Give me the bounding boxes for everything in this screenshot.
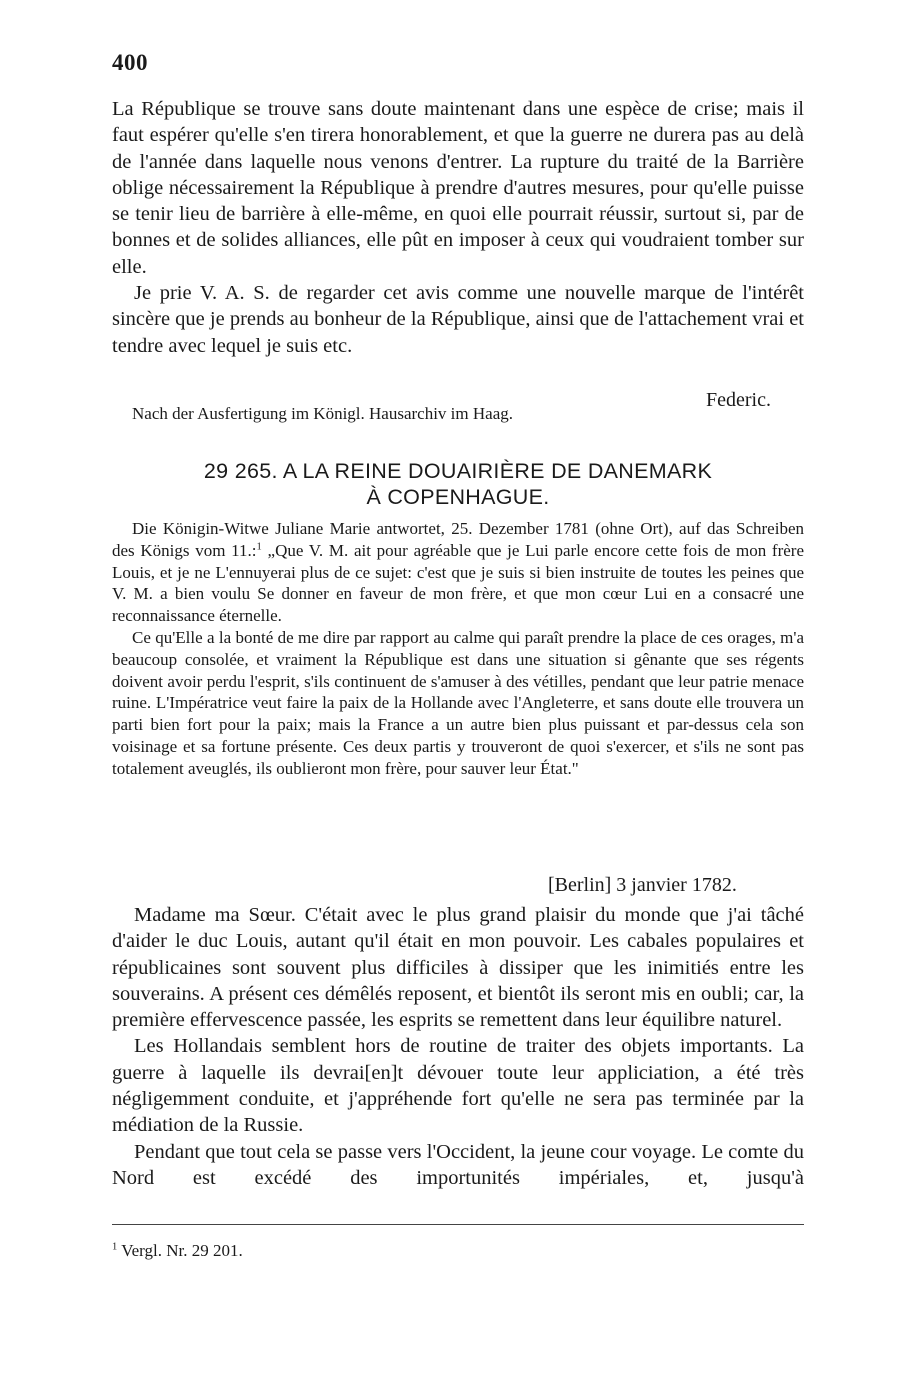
preface-paragraph [112, 518, 804, 627]
place-date: [Berlin] 3 janvier 1782. [548, 874, 737, 896]
intro-paragraph: Je prie V. A. S. de regarder cet avis comme une nouvelle marque de l'intérêt sincère que je prends au bonheur de la République, ainsi que de l'attachement vrai et tendre avec lequel je suis etc. [112, 282, 804, 357]
signature: Federic. [706, 389, 771, 411]
source-note: Nach der Ausfertigung im Königl. Hausarchiv im Haag. [132, 404, 513, 423]
letter-preface [112, 518, 804, 780]
intro-paragraph: La République se trouve sans doute maintenant dans une espèce de crise; mais il faut espérer qu'elle s'en tirera honorablement, et que la guerre ne durera pas au delà de l'année dans laquelle nous venons d'entrer. La rupture du traité de la Barrière oblige nécessairement la République à prendre d'autres mesures, pour qu'elle puisse se tenir lieu de barrière à elle-même, en quoi elle pourrait réussir, surtout si, par de bonnes et de solides alliances, elle pût en imposer à ceux qui voudraient tomber sur elle. [112, 98, 804, 278]
letter-body [112, 902, 804, 1191]
preface-text: Die Königin-Witwe Juliane Marie antwortet, 25. Dezember 1781 (ohne Ort), auf das Schreiben des Königs vom 11.: [112, 519, 804, 560]
body-paragraph: Pendant que tout cela se passe vers l'Occident, la jeune cour voyage. Le comte du Nord est excédé des importunités impériales, et, jusqu'à [112, 1140, 804, 1189]
footnote-text: Vergl. Nr. 29 201. [117, 1241, 243, 1260]
preface-text: „Que V. M. ait pour agréable que je Lui parle encore cette fois de mon frère Louis, et je ne L'ennuyerai plus de ce sujet: c'est que je suis si bien instruite de toutes les peines que V. M. a bien voulu Se donner en faveur de mon frère, et que mon cœur Lui en a consacré une reconnaissance éternelle. [112, 540, 805, 626]
footnote [112, 1241, 243, 1261]
preface-paragraph: Ce qu'Elle a la bonté de me dire par rapport au calme qui paraît prendre la place de ces orages, m'a beaucoup consolée, et vraiment la République est dans une situation si gênante que ses régents doivent avoir perdu l'esprit, s'ils continuent de s'amuser à des vétilles, pendant que leur patrie menace ruine. L'Impératrice veut faire la paix de la Hollande avec l'Angleterre, et sans doute elle trouvera un parti bien fort pour la paix; mais la France a un autre bien plus puissant et par-dessus cela son voisinage et sa fortune présente. Ces deux partis y trouveront de quoi s'exercer, et s'ils ne sont pas totalement aveuglés, ils oublieront mon frère, pour sauver leur État." [112, 627, 804, 778]
footnote-marker: 1 [112, 1241, 118, 1253]
letter-heading-line: 29 265. A LA REINE DOUAIRIÈRE DE DANEMARK [203, 459, 713, 483]
footnote-reference: 1 [256, 541, 262, 553]
intro-text [112, 96, 804, 359]
body-paragraph: Les Hollandais semblent hors de routine de traiter des objets importants. La guerre à laquelle ils devrai[en]t dévouer toute leur appliciation, a été très négligemment conduite, et j'appréhende fort qu'elle ne sera pas terminée par la médiation de la Russie. [112, 1035, 804, 1137]
letter-heading-line: À COPENHAGUE. [366, 485, 550, 509]
letter-heading [112, 458, 804, 510]
footnote-divider [112, 1224, 804, 1225]
body-paragraph: Madame ma Sœur. C'était avec le plus grand plaisir du monde que j'ai tâché d'aider le duc Louis, autant qu'il était en mon pouvoir. Les cabales populaires et républicaines sont souvent plus difficiles à dissiper que les inimitiés entre les souverains. A présent ces démêlés reposent, et bientôt ils seront mis en oubli; car, la première effervescence passée, les esprits se remettent dans leur équilibre naturel. [112, 904, 804, 1032]
page-number: 400 [112, 50, 148, 75]
